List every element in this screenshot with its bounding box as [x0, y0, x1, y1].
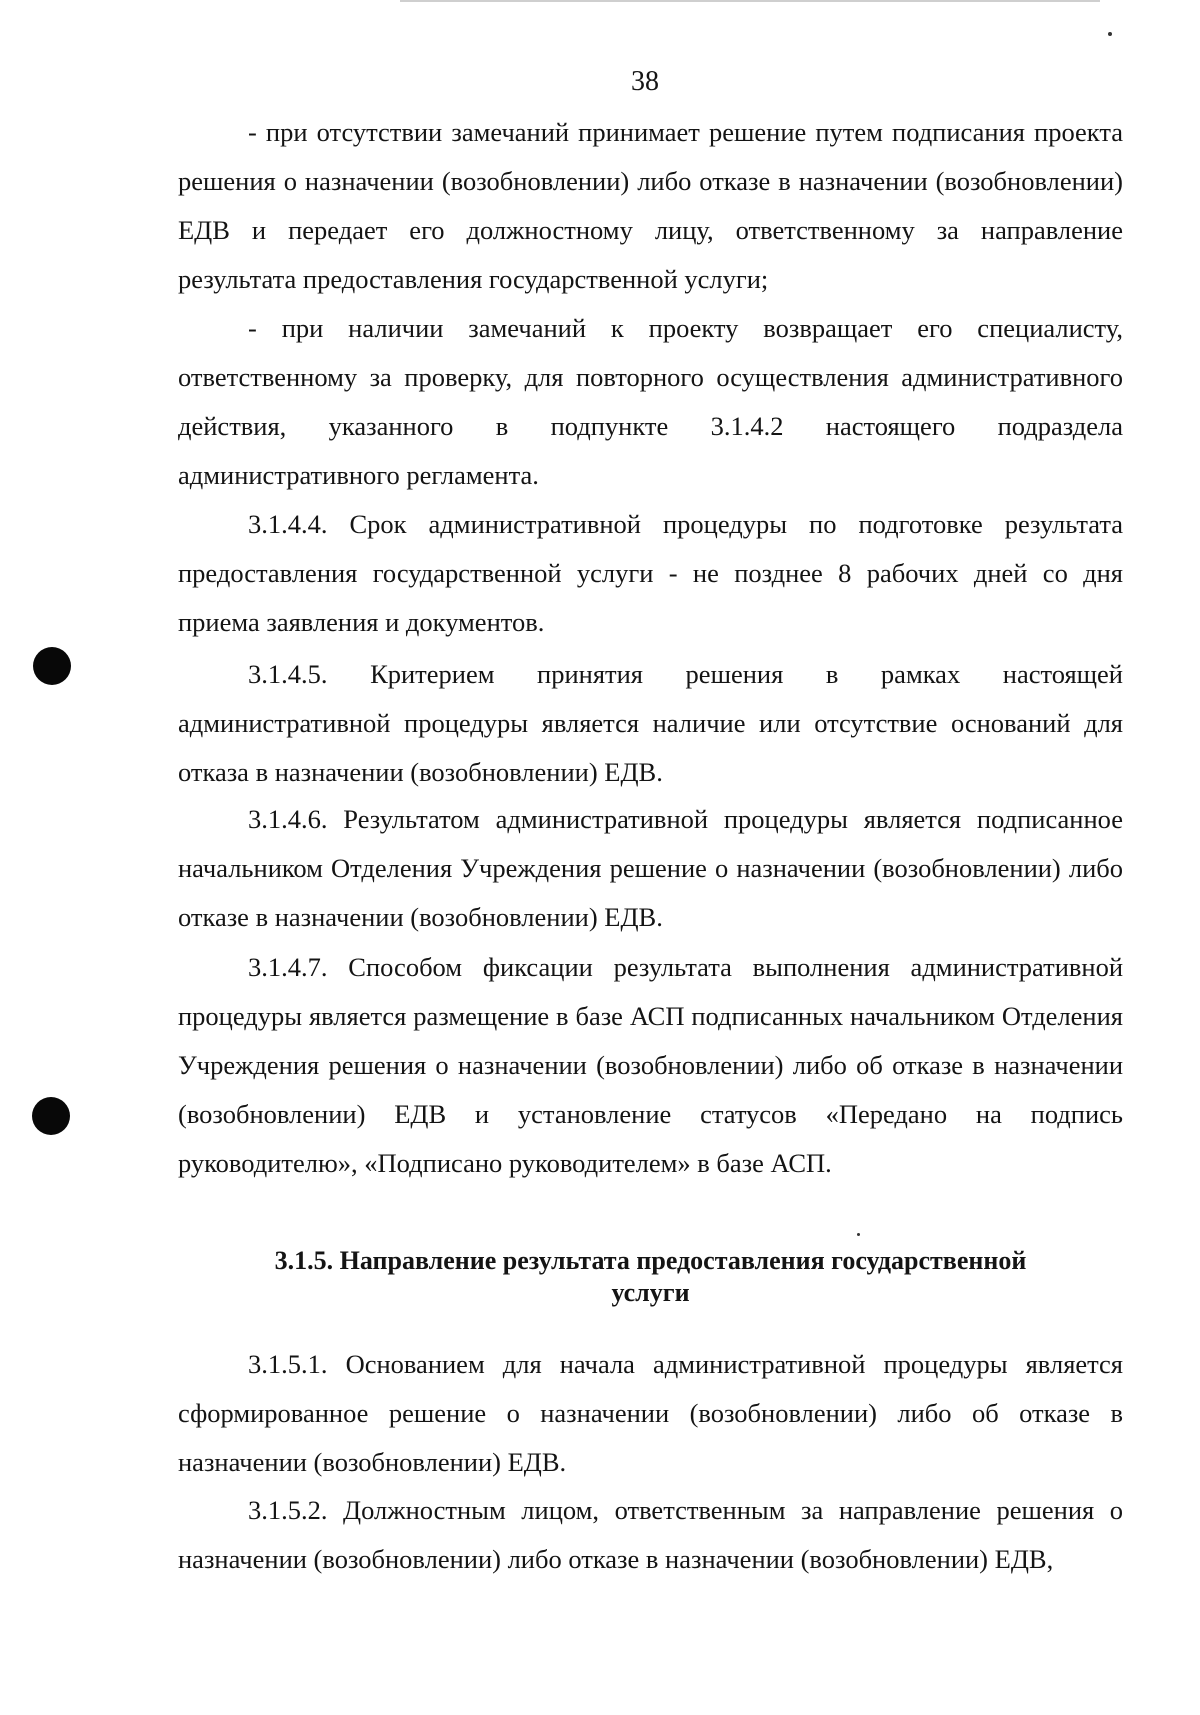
punch-hole-upper: [33, 647, 71, 685]
scan-speck: [857, 1233, 860, 1236]
scan-speck: [1108, 32, 1112, 36]
paragraph-3-1-4-7: [178, 943, 1123, 1188]
paragraph-text: 3.1.4.6. Результатом административной процедуры является подписанное начальником Отделения Учреждения решение о назначении (возобновлении) либо отказе в назначении (возобновлении) ЕДВ.: [178, 804, 1123, 932]
paragraph-3-1-5-2: [178, 1486, 1123, 1584]
paragraph-text: - при наличии замечаний к проекту возвращает его специалисту, ответственному за проверку, для повторного осуществления административного действия, указанного в подпункте 3.1.4.2 настоящего подраздела административного регламента.: [178, 313, 1123, 490]
paragraph-text: 3.1.4.7. Способом фиксации результата выполнения административной процедуры является размещение в базе АСП подписанных начальником Отделения Учреждения решения о назначении (возобновлении) либо об отказе в назначении (возобновлении) ЕДВ и установление статусов «Передано на подпись руководителю», «Подписано руководителем» в базе АСП.: [178, 952, 1123, 1178]
paragraph-text: 3.1.5.2. Должностным лицом, ответственным за направление решения о назначении (возобновлении) либо отказе в назначении (возобновлении) ЕДВ,: [178, 1495, 1123, 1574]
page-number: 38: [631, 66, 659, 97]
section-heading-3-1-5: [178, 1245, 1123, 1309]
punch-hole-lower: [32, 1097, 70, 1135]
section-heading-line-2: услуги: [611, 1278, 690, 1307]
paragraph-text: 3.1.4.5. Критерием принятия решения в рамках настоящей административной процедуры является наличие или отсутствие оснований для отказа в назначении (возобновлении) ЕДВ.: [178, 659, 1123, 787]
paragraph-3-1-5-1: [178, 1340, 1123, 1487]
paragraph-sign-without-remarks: [178, 108, 1123, 304]
paragraph-return-with-remarks: [178, 304, 1123, 500]
paragraph-text: 3.1.4.4. Срок административной процедуры по подготовке результата предоставления государственной услуги - не позднее 8 рабочих дней со дня приема заявления и документов.: [178, 509, 1123, 637]
scan-edge-line: [400, 0, 1100, 2]
paragraph-3-1-4-6: [178, 795, 1123, 942]
paragraph-3-1-4-4: [178, 500, 1123, 647]
paragraph-3-1-4-5: [178, 650, 1123, 797]
paragraph-text: - при отсутствии замечаний принимает решение путем подписания проекта решения о назначении (возобновлении) либо отказе в назначении (возобновлении) ЕДВ и передает его должностному лицу, ответственному за направление результата предоставления государственной услуги;: [178, 117, 1123, 294]
section-heading-line-1: 3.1.5. Направление результата предоставления государственной: [274, 1246, 1027, 1275]
paragraph-text: 3.1.5.1. Основанием для начала административной процедуры является сформированное решение о назначении (возобновлении) либо об отказе в назначении (возобновлении) ЕДВ.: [178, 1349, 1123, 1477]
